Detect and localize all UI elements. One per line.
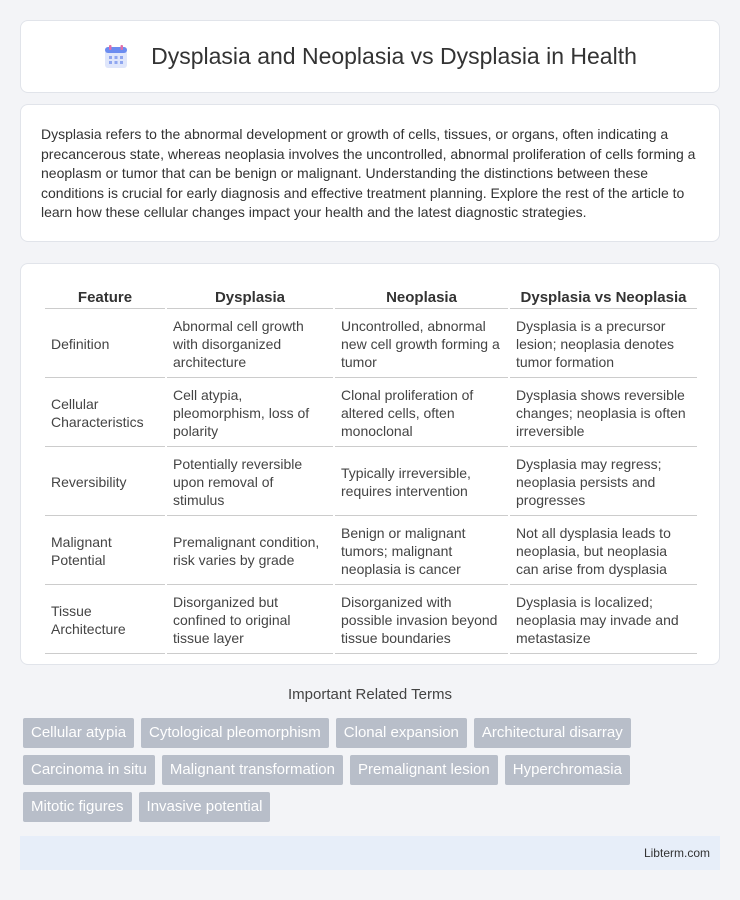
table-row (45, 311, 697, 378)
cell-feature: Tissue Architecture (45, 587, 165, 654)
related-term-tag[interactable]: Hyperchromasia (505, 755, 630, 785)
table-header-row (45, 286, 697, 309)
cell-feature: Reversibility (45, 449, 165, 516)
header-neoplasia: Neoplasia (335, 286, 508, 309)
table-row (45, 449, 697, 516)
table-row (45, 587, 697, 654)
related-term-tag[interactable]: Mitotic figures (23, 792, 132, 822)
related-term-tag[interactable]: Cellular atypia (23, 718, 134, 748)
cell-dysplasia: Potentially reversible upon removal of stimulus (167, 449, 333, 516)
cell-dysplasia: Abnormal cell growth with disorganized architecture (167, 311, 333, 378)
header-dysplasia: Dysplasia (167, 286, 333, 309)
cell-comparison: Dysplasia shows reversible changes; neoplasia is often irreversible (510, 380, 697, 447)
header-feature: Feature (45, 286, 165, 309)
cell-feature: Cellular Characteristics (45, 380, 165, 447)
cell-neoplasia: Uncontrolled, abnormal new cell growth forming a tumor (335, 311, 508, 378)
cell-comparison: Dysplasia may regress; neoplasia persists and progresses (510, 449, 697, 516)
cell-feature: Definition (45, 311, 165, 378)
cell-dysplasia: Premalignant condition, risk varies by grade (167, 518, 333, 585)
related-term-tag[interactable]: Architectural disarray (474, 718, 631, 748)
cell-neoplasia: Typically irreversible, requires intervention (335, 449, 508, 516)
related-terms-title: Important Related Terms (288, 686, 452, 703)
related-term-tag[interactable]: Malignant transformation (162, 755, 343, 785)
cell-neoplasia: Benign or malignant tumors; malignant neoplasia is cancer (335, 518, 508, 585)
intro-text: Dysplasia refers to the abnormal development or growth of cells, tissues, or organs, often indicating a precancerous state, whereas neoplasia involves the uncontrolled, abnormal proliferation of cells forming a neoplasm or tumor that can be benign or malignant. Understanding the distinctions between these conditions is crucial for early diagnosis and effective treatment planning. Explore the rest of the article to learn how these cellular changes impact your health and the latest diagnostic strategies. (41, 126, 696, 221)
cell-feature: Malignant Potential (45, 518, 165, 585)
cell-neoplasia: Disorganized with possible invasion beyond tissue boundaries (335, 587, 508, 654)
header-comparison: Dysplasia vs Neoplasia (510, 286, 697, 309)
comparison-table-card (20, 263, 720, 665)
footer (20, 836, 720, 870)
table-row (45, 380, 697, 447)
cell-comparison: Not all dysplasia leads to neoplasia, but neoplasia can arise from dysplasia (510, 518, 697, 585)
page-title: Dysplasia and Neoplasia vs Dysplasia in Health (151, 43, 637, 69)
related-term-tag[interactable]: Clonal expansion (336, 718, 467, 748)
calendar-icon (103, 44, 129, 70)
cell-dysplasia: Cell atypia, pleomorphism, loss of polarity (167, 380, 333, 447)
cell-comparison: Dysplasia is a precursor lesion; neoplasia denotes tumor formation (510, 311, 697, 378)
related-term-tag[interactable]: Carcinoma in situ (23, 755, 155, 785)
cell-dysplasia: Disorganized but confined to original tissue layer (167, 587, 333, 654)
table-row (45, 518, 697, 585)
related-term-tag[interactable]: Cytological pleomorphism (141, 718, 329, 748)
header-card (20, 20, 720, 93)
related-terms-list (23, 718, 723, 822)
cell-neoplasia: Clonal proliferation of altered cells, often monoclonal (335, 380, 508, 447)
comparison-table (43, 284, 699, 656)
related-term-tag[interactable]: Premalignant lesion (350, 755, 498, 785)
cell-comparison: Dysplasia is localized; neoplasia may invade and metastasize (510, 587, 697, 654)
related-term-tag[interactable]: Invasive potential (139, 792, 271, 822)
footer-site-link[interactable]: Libterm.com (643, 846, 710, 860)
intro-card (20, 104, 720, 242)
